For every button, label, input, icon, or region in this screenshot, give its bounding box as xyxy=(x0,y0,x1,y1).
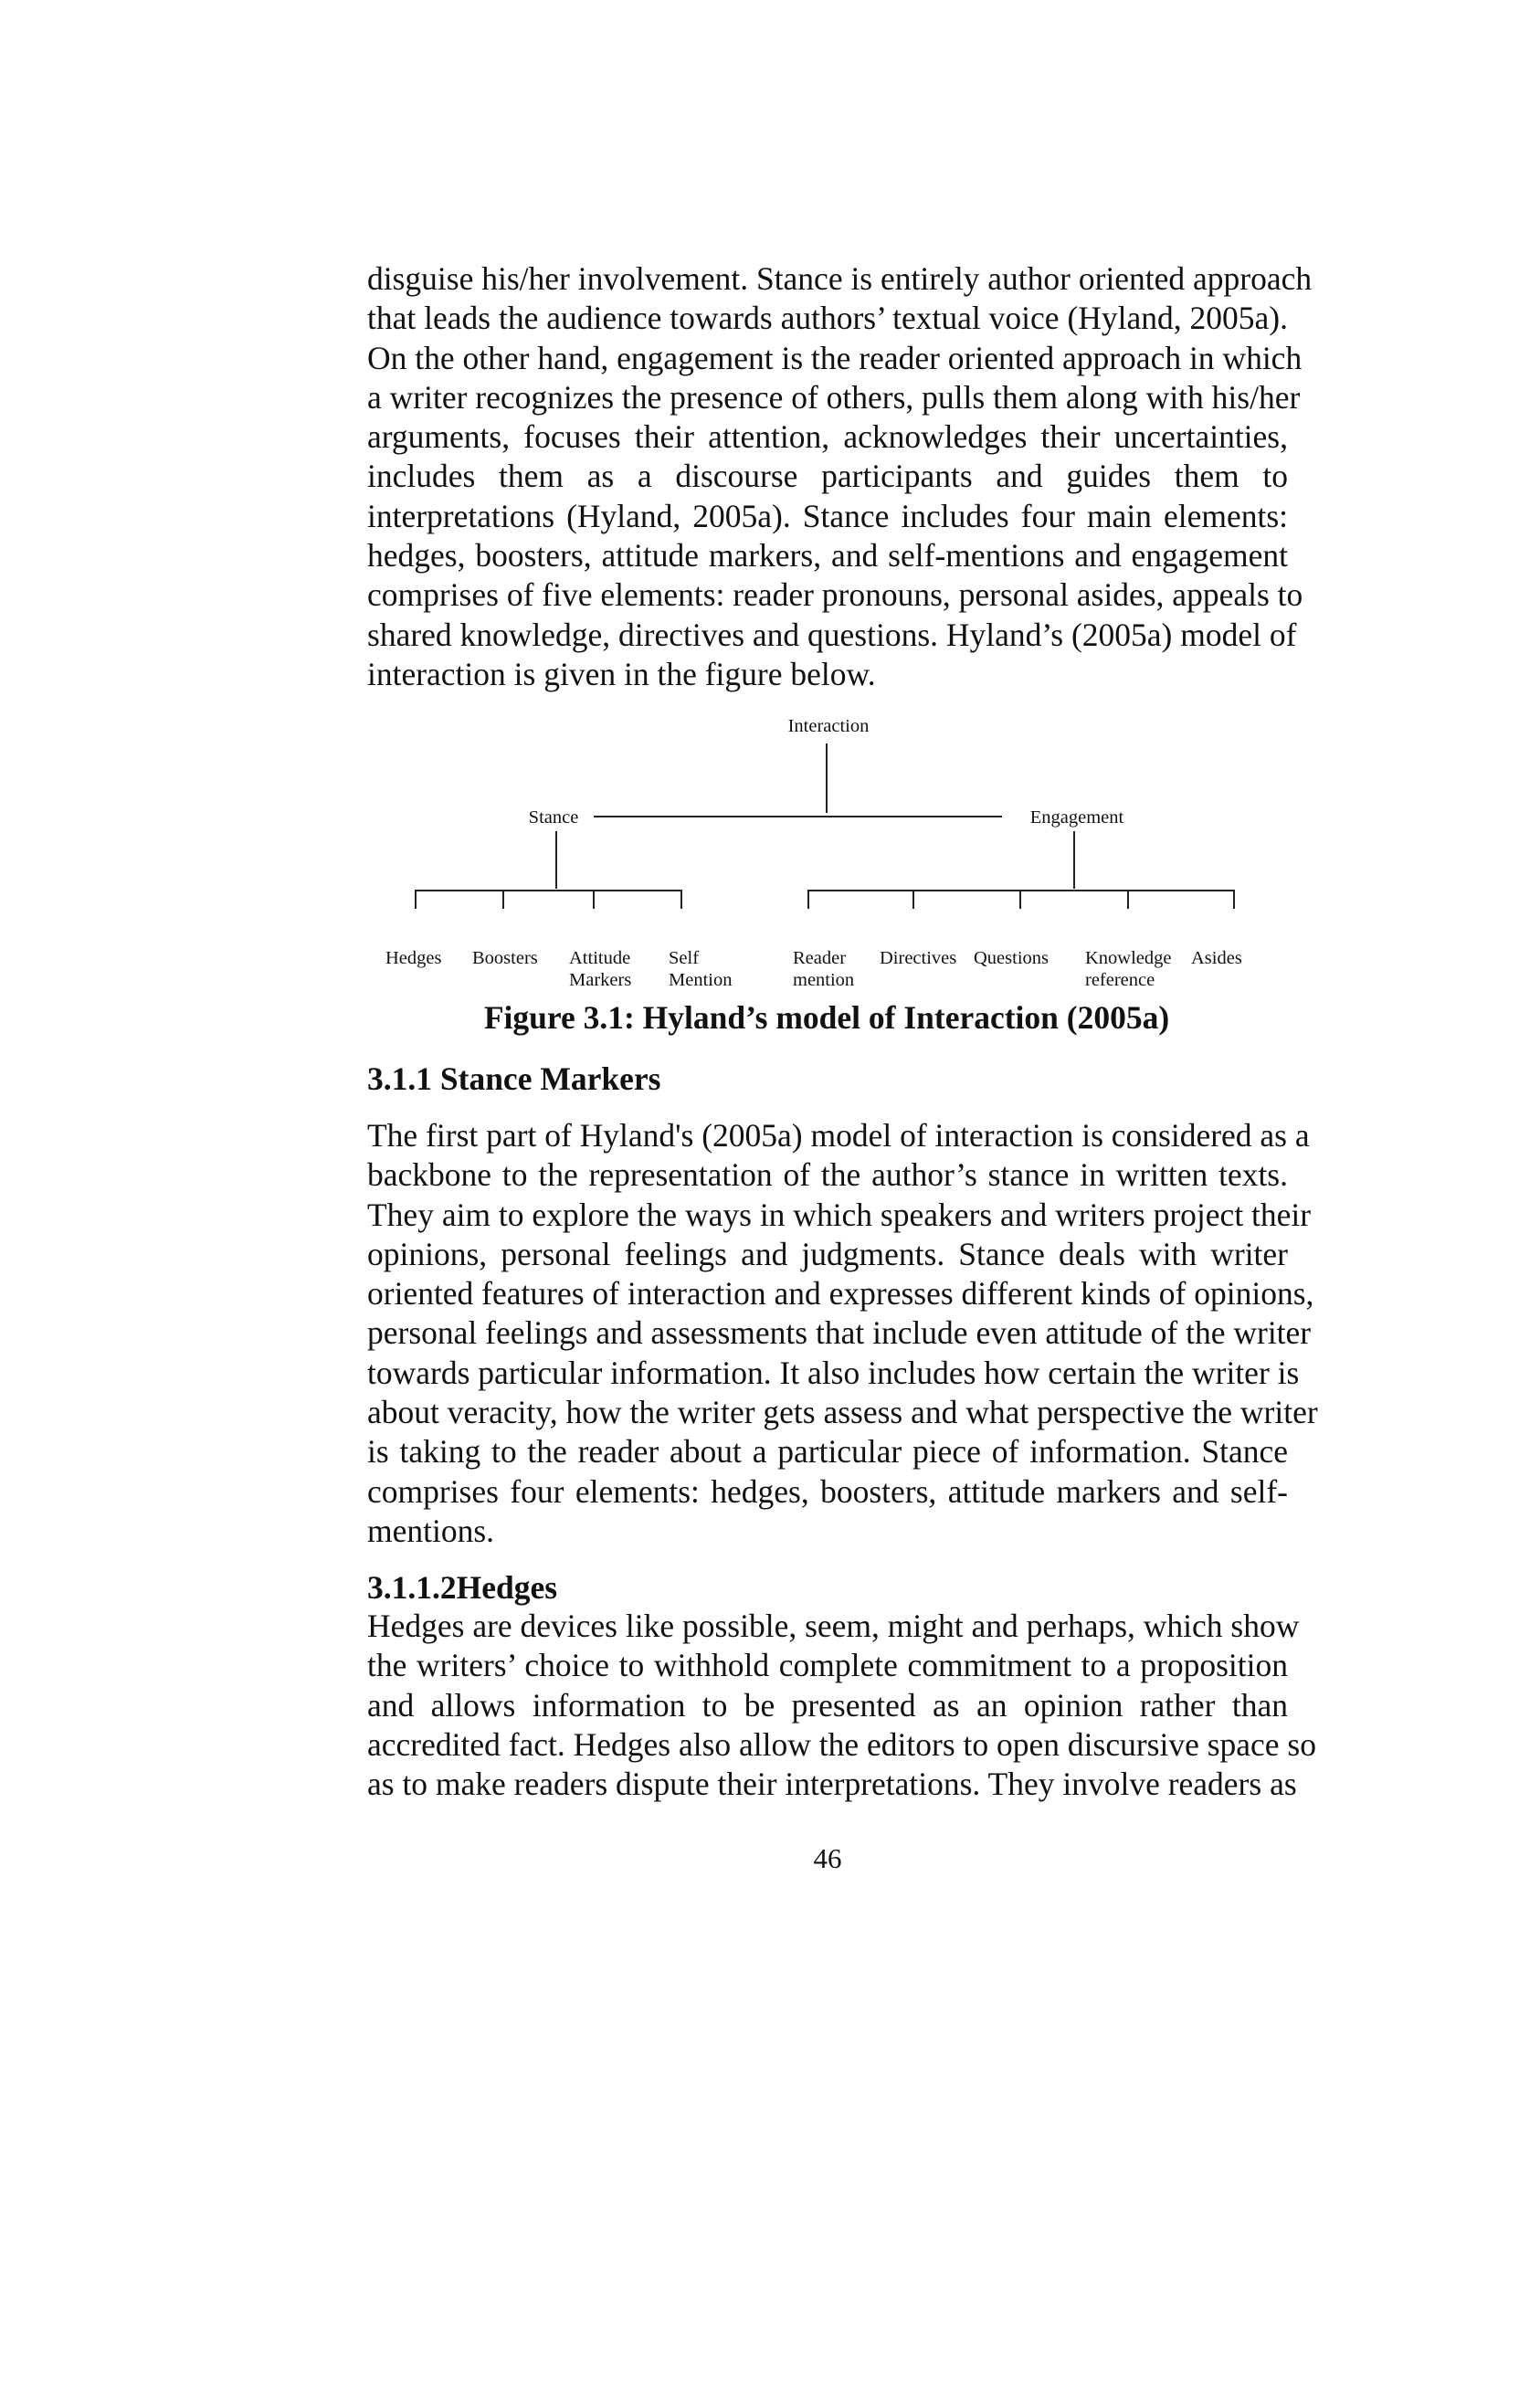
diagram-leaf-label: Boosters xyxy=(472,948,538,968)
page-number: 46 xyxy=(813,1842,842,1874)
diagram-leaf-label: Markers xyxy=(569,970,632,990)
text-line: opinions, personal feelings and judgments. Stance deals with writer xyxy=(367,1235,1288,1272)
text-line: mentions. xyxy=(367,1512,495,1549)
diagram-node-stance: Stance xyxy=(528,807,579,828)
text-line: towards particular information. It also includes how certain the writer is xyxy=(367,1354,1300,1391)
diagram-leaf-label: Hedges xyxy=(385,948,442,968)
diagram-leaf-label: Mention xyxy=(669,970,733,990)
text-line: about veracity, how the writer gets assess and what perspective the writer xyxy=(367,1394,1318,1431)
diagram-leaf-label: Asides xyxy=(1191,948,1242,968)
figure-caption: Figure 3.1: Hyland’s model of Interaction (2005a) xyxy=(483,999,1170,1036)
text-line: Hedges are devices like possible, seem, might and perhaps, which show xyxy=(367,1608,1300,1644)
paragraph-stance-markers xyxy=(367,1116,1318,1551)
text-line: as to make readers dispute their interpretations. They involve readers as xyxy=(367,1766,1297,1803)
text-line: and allows information to be presented as an opinion rather than xyxy=(367,1686,1288,1724)
text-line: a writer recognizes the presence of others, pulls them along with his/her xyxy=(367,378,1301,416)
text-line: arguments, focuses their attention, acknowledges their uncertainties, xyxy=(367,418,1288,456)
text-line: hedges, boosters, attitude markers, and self-mentions and engagement xyxy=(367,537,1288,575)
diagram-leaf-label: reference xyxy=(1085,970,1155,990)
text-line: interpretations (Hyland, 2005a). Stance includes four main elements: xyxy=(367,497,1288,534)
text-line: personal feelings and assessments that include even attitude of the writer xyxy=(367,1314,1312,1352)
engagement-leaf-labels xyxy=(793,948,1242,990)
text-line: is taking to the reader about a particular piece of information. Stance xyxy=(367,1433,1288,1471)
text-line: comprises four elements: hedges, boosters, attitude markers and self- xyxy=(367,1472,1288,1510)
diagram-leaf-label: Questions xyxy=(974,948,1049,968)
text-line: shared knowledge, directives and questions. Hyland’s (2005a) model of xyxy=(367,616,1297,653)
text-line: comprises of five elements: reader pronouns, personal asides, appeals to xyxy=(367,576,1303,614)
text-line: includes them as a discourse participants and guides them to xyxy=(367,458,1288,495)
text-line: the writers’ choice to withhold complete commitment to a proposition xyxy=(367,1647,1288,1684)
text-line: They aim to explore the ways in which speakers and writers project their xyxy=(367,1196,1312,1233)
diagram-leaf-label: Self xyxy=(669,948,700,968)
paragraph-hedges xyxy=(367,1607,1316,1804)
diagram-leaf-label: Attitude xyxy=(569,948,631,968)
text-line: On the other hand, engagement is the reader oriented approach in which xyxy=(367,339,1303,376)
diagram-leaf-label: Knowledge xyxy=(1085,948,1172,968)
text-line: that leads the audience towards authors’ textual voice (Hyland, 2005a). xyxy=(367,300,1288,337)
subsection-heading: 3.1.1.2Hedges xyxy=(367,1569,558,1606)
text-line: The first part of Hyland's (2005a) model of interaction is considered as a xyxy=(367,1117,1310,1154)
text-line: oriented features of interaction and expresses different kinds of opinions, xyxy=(367,1275,1314,1313)
interaction-model-diagram xyxy=(0,0,1540,1014)
section-heading: 3.1.1 Stance Markers xyxy=(367,1060,661,1097)
diagram-leaf-label: mention xyxy=(793,970,855,990)
text-line: disguise his/her involvement. Stance is entirely author oriented approach xyxy=(367,260,1313,297)
text-line: interaction is given in the figure below. xyxy=(367,655,876,692)
diagram-node-engagement: Engagement xyxy=(1029,807,1124,828)
diagram-node-interaction: Interaction xyxy=(787,716,870,736)
text-line: backbone to the representation of the author’s stance in written texts. xyxy=(367,1156,1288,1194)
text-line: accredited fact. Hedges also allow the editors to open discursive space so xyxy=(367,1725,1316,1763)
diagram-leaf-label: Reader xyxy=(793,948,847,968)
stance-leaf-labels xyxy=(385,948,732,990)
diagram-leaf-label: Directives xyxy=(880,948,957,968)
